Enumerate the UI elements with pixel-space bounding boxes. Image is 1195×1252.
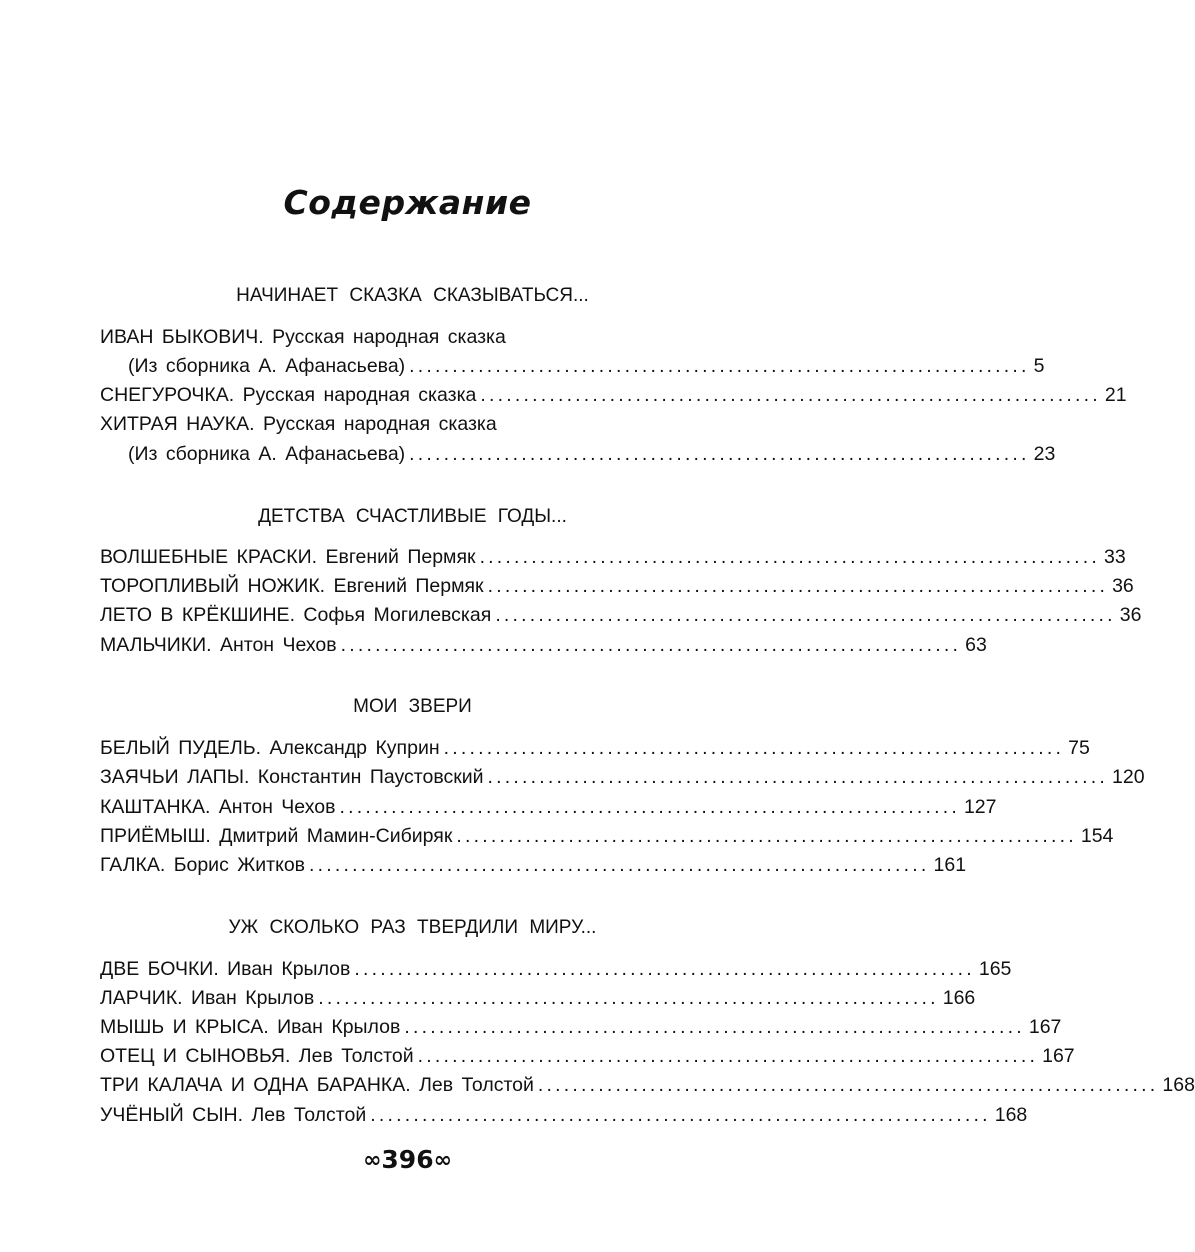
toc-entry-title: УЧЁНЫЙ СЫН. Лев Толстой [100, 1104, 367, 1126]
toc-entry[interactable] [100, 794, 997, 820]
toc-entry-page: 167 [1042, 1045, 1075, 1067]
toc-entry[interactable] [100, 956, 1012, 982]
toc-entry-page: 168 [994, 1104, 1028, 1126]
toc-entry-page: 75 [1068, 737, 1090, 759]
leader-dots: ........................................................................ [479, 546, 1101, 568]
toc-entry[interactable] [100, 632, 987, 658]
page-number-value: 396 [381, 1145, 434, 1174]
toc-entry-page: 23 [1033, 443, 1056, 465]
toc-entry[interactable] [100, 1014, 1062, 1040]
leader-dots: ........................................................................ [354, 958, 975, 980]
toc-entry-title: ОТЕЦ И СЫНОВЬЯ. Лев Толстой [100, 1045, 414, 1067]
page-title: Содержание [283, 183, 532, 222]
toc-entry[interactable] [100, 573, 1134, 599]
toc-entry[interactable] [100, 823, 1114, 849]
toc-entry-page: 166 [942, 987, 976, 1009]
toc-entry-page: 21 [1104, 384, 1127, 406]
leader-dots: ........................................................................ [404, 1016, 1025, 1038]
toc-entry-title: МАЛЬЧИКИ. Антон Чехов [100, 634, 337, 656]
toc-entry[interactable] [100, 852, 967, 878]
toc-entry[interactable] [100, 544, 1126, 570]
toc-entry-title: (Из сборника А. Афанасьева) [128, 443, 406, 465]
toc-entry-page: 127 [963, 796, 997, 818]
toc-entry-page: 63 [965, 634, 987, 656]
leader-dots: ........................................................................ [537, 1074, 1159, 1096]
leader-dots: ........................................................................ [309, 854, 930, 876]
toc-entry[interactable] [100, 985, 976, 1011]
toc-entry-line1: ИВАН БЫКОВИЧ. Русская народная сказка [100, 326, 506, 348]
toc-entry-title: ЛЕТО В КРЁКШИНЕ. Софья Могилевская [100, 604, 492, 626]
section-heading: МОИ ЗВЕРИ [353, 696, 472, 717]
toc-entry-title: КАШТАНКА. Антон Чехов [100, 796, 336, 818]
toc-entry-title: ЗАЯЧЬИ ЛАПЫ. Константин Паустовский [100, 766, 484, 788]
toc-entry[interactable] [100, 602, 1142, 628]
leader-dots: ........................................................................ [409, 443, 1030, 465]
leader-dots: ........................................................................ [370, 1104, 991, 1126]
page-number [0, 1145, 815, 1174]
toc-entry[interactable] [100, 735, 1090, 761]
toc-entry-title: ВОЛШЕБНЫЕ КРАСКИ. Евгений Пермяк [100, 546, 476, 568]
toc-entry-page: 5 [1033, 355, 1045, 377]
section-heading: УЖ СКОЛЬКО РАЗ ТВЕРДИЛИ МИРУ... [228, 917, 597, 938]
toc-entry-title: БЕЛЫЙ ПУДЕЛЬ. Александр Куприн [100, 737, 440, 759]
toc-entry-page: 120 [1112, 766, 1145, 788]
toc-entry-page: 167 [1028, 1016, 1062, 1038]
toc-entry-page: 165 [978, 958, 1012, 980]
toc-entry-page: 36 [1112, 575, 1134, 597]
ornament-right-icon: ∞ [433, 1148, 452, 1173]
leader-dots: ........................................................................ [417, 1045, 1039, 1067]
toc-entry[interactable] [100, 1102, 1028, 1128]
toc-entry[interactable] [100, 1072, 1195, 1098]
toc-entry[interactable] [100, 1043, 1075, 1069]
toc-entry-title: ЛАРЧИК. Иван Крылов [100, 987, 315, 1009]
leader-dots: ........................................................................ [339, 796, 960, 818]
toc-entry-title: ПРИЁМЫШ. Дмитрий Мамин-Сибиряк [100, 825, 453, 847]
toc-entry-title: МЫШЬ И КРЫСА. Иван Крылов [100, 1016, 401, 1038]
toc-entry-page: 36 [1119, 604, 1142, 626]
leader-dots: ........................................................................ [443, 737, 1065, 759]
leader-dots: ........................................................................ [487, 575, 1109, 597]
toc-entry-line1: ХИТРАЯ НАУКА. Русская народная сказка [100, 413, 497, 435]
leader-dots: ........................................................................ [480, 384, 1101, 406]
toc-entry-title: ТОРОПЛИВЫЙ НОЖИК. Евгений Пермяк [100, 575, 484, 597]
section-heading: НАЧИНАЕТ СКАЗКА СКАЗЫВАТЬСЯ... [236, 285, 589, 306]
toc-entry[interactable] [128, 441, 1056, 467]
toc-entry-title: ДВЕ БОЧКИ. Иван Крылов [100, 958, 351, 980]
toc-entry-page: 154 [1080, 825, 1114, 847]
leader-dots: ........................................................................ [495, 604, 1116, 626]
toc-entry-title: (Из сборника А. Афанасьева) [128, 355, 406, 377]
section-heading: ДЕТСТВА СЧАСТЛИВЫЕ ГОДЫ... [258, 506, 567, 527]
leader-dots: ........................................................................ [340, 634, 962, 656]
toc-entry[interactable] [100, 764, 1145, 790]
toc-entry-title: ГАЛКА. Борис Житков [100, 854, 306, 876]
toc-entry[interactable] [128, 353, 1045, 379]
leader-dots: ........................................................................ [318, 987, 939, 1009]
toc-entry-page: 161 [933, 854, 967, 876]
toc-entry-title: ТРИ КАЛАЧА И ОДНА БАРАНКА. Лев Толстой [100, 1074, 534, 1096]
leader-dots: ........................................................................ [487, 766, 1109, 788]
toc-entry[interactable] [100, 382, 1127, 408]
leader-dots: ........................................................................ [456, 825, 1077, 847]
toc-entry-page: 33 [1104, 546, 1126, 568]
ornament-left-icon: ∞ [363, 1148, 382, 1173]
toc-entry-page: 168 [1162, 1074, 1195, 1096]
toc-entry-title: СНЕГУРОЧКА. Русская народная сказка [100, 384, 477, 406]
leader-dots: ........................................................................ [409, 355, 1030, 377]
